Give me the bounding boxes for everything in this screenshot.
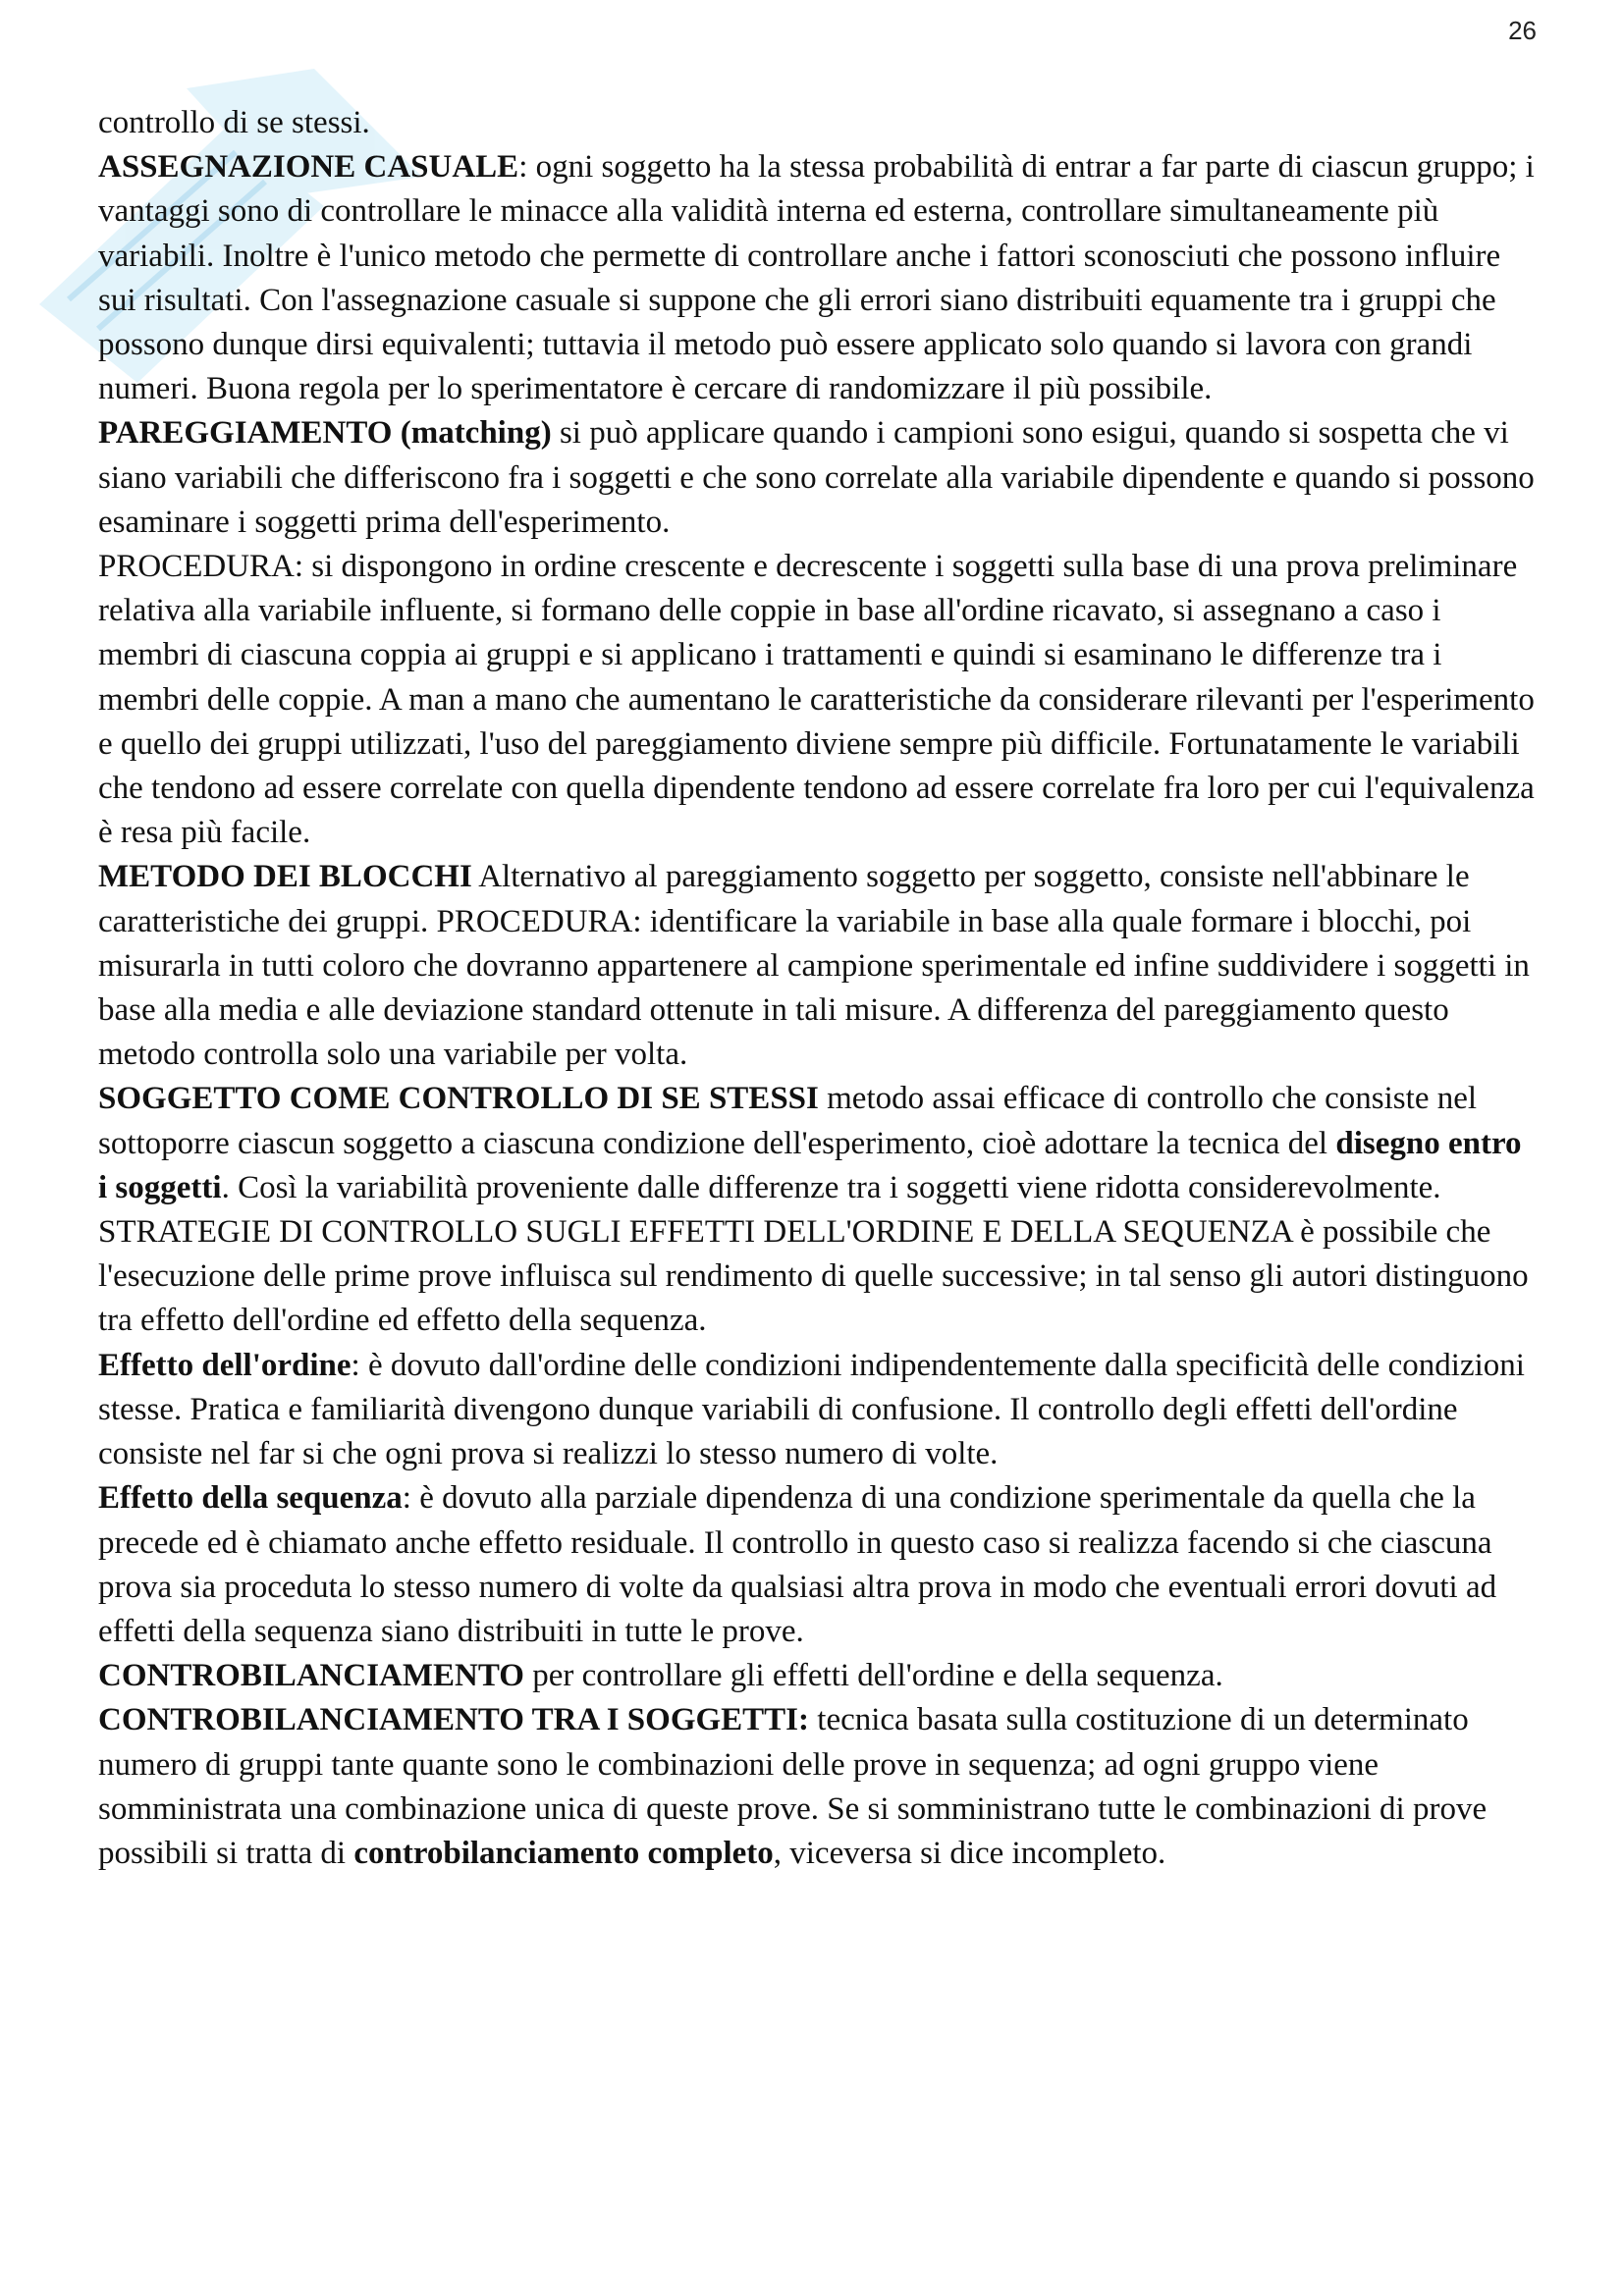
bold-term: CONTROBILANCIAMENTO TRA I SOGGETTI: <box>98 1702 810 1738</box>
paragraph-assegnazione-casuale <box>98 145 1537 411</box>
text-run: Alternativo al pareggiamento soggetto per soggetto, consiste nell'abbinare le caratteristiche dei gruppi. PROCEDURA: identificare la variabile in base alla quale formare i blocchi, poi misurarla in tutti coloro che dovranno appartenere al campione sperimentale ed infine suddividere i soggetti in base alla media e alle deviazione standard ottenute in tali misure. A differenza del pareggiamento questo metodo controlla solo una variabile per volta. <box>98 859 1530 1073</box>
paragraph-intro-tail <box>98 101 1537 145</box>
bold-term: Effetto dell'ordine <box>98 1347 352 1383</box>
text-run: , viceversa si dice incompleto. <box>773 1835 1166 1871</box>
text-run: : ogni soggetto ha la stessa probabilità di entrar a far parte di ciascun gruppo; i vantaggi sono di controllare le minacce alla validità interna ed esterna, controllare simultaneamente più variabili. Inoltre è l'unico metodo che permette di controllare anche i fattori sconosciuti che possono influire sui risultati. Con l'assegnazione casuale si suppone che gli errori siano distribuiti equamente tra i gruppi che possono dunque dirsi equivalenti; tuttavia il metodo può essere applicato solo quando si lavora con grandi numeri. Buona regola per lo sperimentatore è cercare di randomizzare il più possibile. <box>98 149 1535 407</box>
text-run: PROCEDURA: si dispongono in ordine crescente e decrescente i soggetti sulla base di una prova preliminare relativa alla variabile influente, si formano delle coppie in base all'ordine ricavato, si assegnano a caso i membri di ciascuna coppia ai gruppi e si applicano i trattamenti e quindi si esaminano le differenze tra i membri delle coppie. A man a mano che aumentano le caratteristiche da considerare rilevanti per l'esperimento e quello dei gruppi utilizzati, l'uso del pareggiamento diviene sempre più difficile. Fortunatamente le variabili che tendono ad essere correlate con quella dipendente tendono ad essere correlate fra loro per cui l'equivalenza è resa più facile. <box>98 549 1535 851</box>
text-run: : è dovuto alla parziale dipendenza di una condizione sperimentale da quella che la precede ed è chiamato anche effetto residuale. Il controllo in questo caso si realizza facendo si che ciascuna prova sia proceduta lo stesso numero di volte da qualsiasi altra prova in modo che eventuali errori dovuti ad effetti della sequenza siano distribuiti in tutte le prove. <box>98 1480 1497 1649</box>
paragraph-metodo-blocchi <box>98 855 1537 1077</box>
bold-term: controbilanciamento completo <box>353 1835 774 1871</box>
paragraph-effetto-sequenza <box>98 1476 1537 1654</box>
paragraph-procedura <box>98 545 1537 855</box>
text-run: controllo di se stessi. <box>98 105 370 140</box>
bold-term: Effetto della sequenza <box>98 1480 403 1517</box>
text-run: . Così la variabilità proveniente dalle differenze tra i soggetti viene ridotta considerevolmente. <box>221 1169 1441 1205</box>
page-number: 26 <box>1508 16 1537 45</box>
text-run: per controllare gli effetti dell'ordine e della sequenza. <box>523 1658 1223 1694</box>
bold-term: SOGGETTO COME CONTROLLO DI SE STESSI <box>98 1081 819 1117</box>
paragraph-strategie-controllo <box>98 1210 1537 1344</box>
bold-term: PAREGGIAMENTO (matching) <box>98 415 552 452</box>
text-run: tecnica basata sulla costituzione di un determinato numero di gruppi tante quante sono le combinazioni delle prove in sequenza; ad ogni gruppo viene somministrata una combinazione unica di queste prove. Se si somministrano tutte le combinazioni di prove possibili si tratta di <box>98 1702 1488 1871</box>
bold-term: METODO DEI BLOCCHI <box>98 859 472 895</box>
paragraph-effetto-ordine <box>98 1344 1537 1477</box>
text-run: si può applicare quando i campioni sono esigui, quando si sospetta che vi siano variabili che differiscono fra i soggetti e che sono correlate alla variabile dipendente e quando si possono esaminare i soggetti prima dell'esperimento. <box>98 415 1535 540</box>
bold-term: CONTROBILANCIAMENTO <box>98 1658 524 1694</box>
paragraph-controbilanciamento <box>98 1654 1537 1698</box>
paragraph-controbilanciamento-soggetti <box>98 1698 1537 1876</box>
bold-term: ASSEGNAZIONE CASUALE <box>98 149 519 186</box>
text-run: metodo assai efficace di controllo che consiste nel sottoporre ciascun soggetto a ciascuna condizione dell'esperimento, cioè adottare la tecnica del <box>98 1081 1478 1161</box>
document-body <box>98 101 1537 1876</box>
text-run: : è dovuto dall'ordine delle condizioni indipendentemente dalla specificità delle condizioni stesse. Pratica e familiarità divengono dunque variabili di confusione. Il controllo degli effetti dell'ordine consiste nel far si che ogni prova si realizzi lo stesso numero di volte. <box>98 1347 1525 1472</box>
paragraph-soggetto-controllo <box>98 1077 1537 1210</box>
text-run: STRATEGIE DI CONTROLLO SUGLI EFFETTI DELL'ORDINE E DELLA SEQUENZA è possibile che l'esecuzione delle prime prove influisca sul rendimento di quelle successive; in tal senso gli autori distinguono tra effetto dell'ordine ed effetto della sequenza. <box>98 1214 1529 1339</box>
bold-term: disegno entro i soggetti <box>98 1125 1522 1205</box>
paragraph-pareggiamento <box>98 411 1537 545</box>
